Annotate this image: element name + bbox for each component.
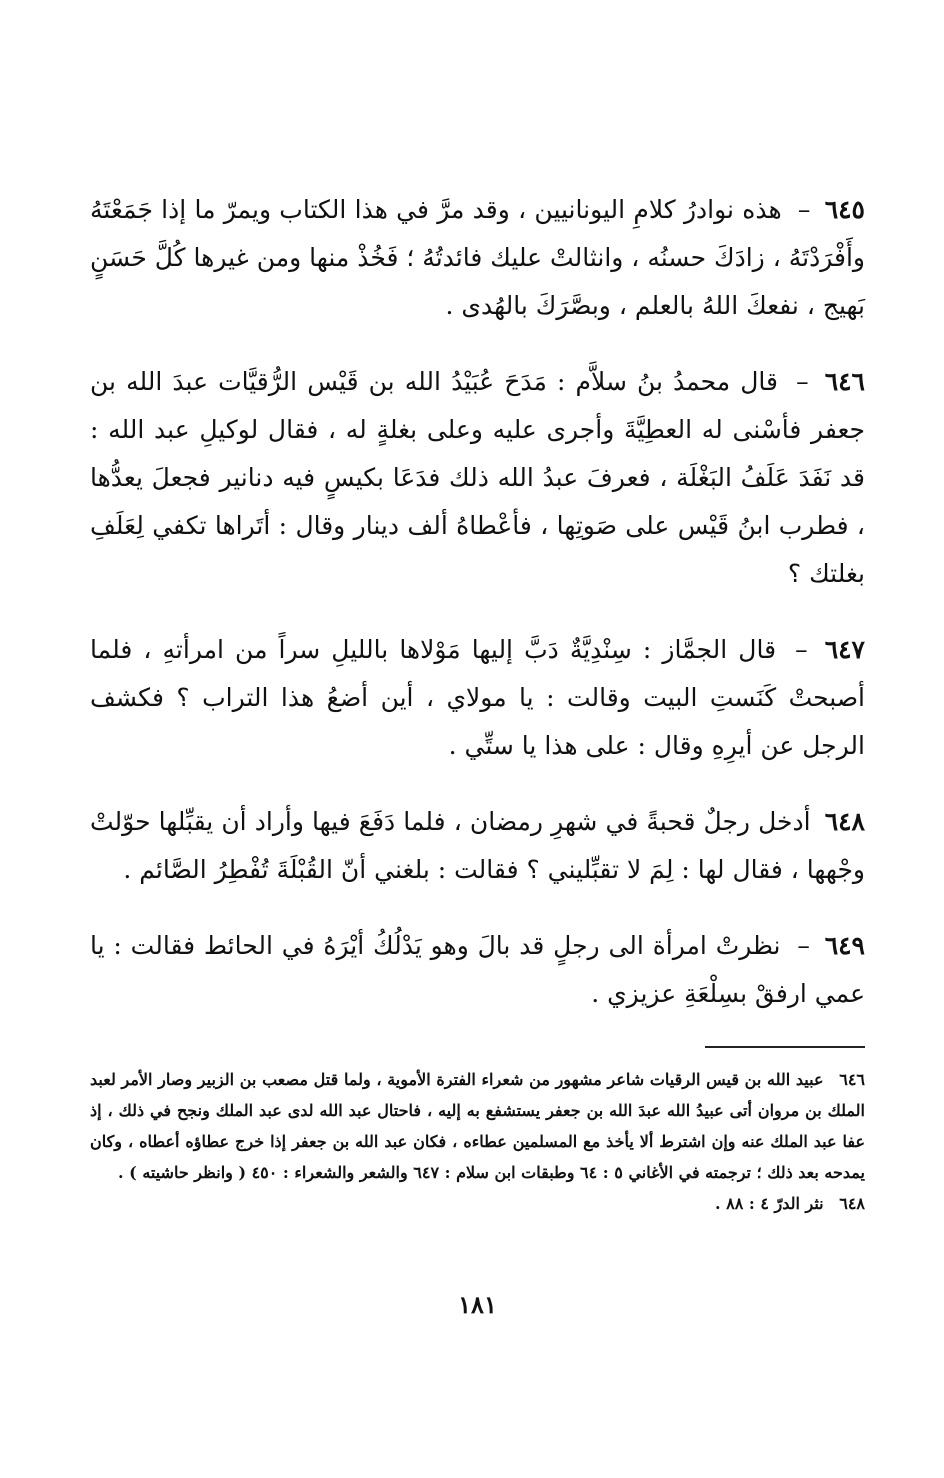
paragraph-645 (90, 186, 865, 330)
paragraph-number: ٦٤٨ (824, 807, 865, 836)
main-text (90, 186, 865, 1046)
paragraph-dash: – (796, 367, 809, 396)
paragraph-text: نظرتْ امرأة الى رجلٍ قد بالَ وهو يَدْلُكُ أيْرَهُ في الحائط فقالت : يا عمي ارفقْ بسِلْعَةِ عزيزي . (90, 931, 865, 1008)
paragraph-646 (90, 358, 865, 598)
paragraph-text: قال محمدُ بنُ سلاَّم : مَدَحَ عُبَيْدُ الله بن قَيْس الرُّقيَّات عبدَ الله بن جعفر فأسْنى له العطِيَّةَ وأجرى عليه وعلى بغلةٍ له ، فقال لوكيلِ عبد الله : قد نَفَدَ عَلَفُ البَغْلَة ، فعرفَ عبدُ الله ذلك فدَعَا بكيسٍ فيه دنانير فجعلَ يعدُّها ، فطرب ابنُ قَيْس على صَوتِها ، فأعْطاهُ ألف دينار وقال : أتَراها تكفي لِعَلَفِ بغلتك ؟ (90, 367, 865, 588)
book-page (90, 0, 865, 1478)
paragraph-dash: – (795, 635, 808, 664)
paragraph-649 (90, 922, 865, 1018)
paragraph-648 (90, 798, 865, 894)
paragraph-text: قال الجمَّاز : سِنْدِيَّةٌ دَبَّ إليها مَوْلاها بالليلِ سراً من امرأتهِ ، فلما أصبحتْ كَنَستِ البيت وقالت : يا مولاي ، أين أضعُ هذا التراب ؟ فكشف الرجل عن أيرِهِ وقال : على هذا يا ستِّي . (90, 635, 865, 760)
footnotes (90, 1046, 865, 1219)
paragraph-number: ٦٤٩ (824, 931, 865, 960)
footnote-divider (705, 1046, 865, 1048)
footnote-number: ٦٤٦ (839, 1070, 865, 1089)
paragraph-text: هذه نوادرُ كلامِ اليونانيين ، وقد مرَّ في هذا الكتاب ويمرّ ما إذا جَمَعْتَهُ وأَفْرَدْتَهُ ، زادَكَ حسنُه ، وانثالتْ عليك فائدتُهُ ؛ فَخُذْ منها ومن غيرها كُلَّ حَسَنٍ بَهيج ، نفعكَ اللهُ بالعلم ، وبصَّرَكَ بالهُدى . (90, 195, 865, 320)
paragraph-text: أدخل رجلٌ قحبةً في شهرِ رمضان ، فلما دَفَعَ فيها وأراد أن يقبِّلها حوّلتْ وجْهها ، فقال لها : لِمَ لا تقبِّليني ؟ فقالت : بلغني أنّ القُبْلَةَ تُفْطِرُ الصَّائم . (90, 807, 865, 884)
footnote-text: نثر الدرّ ٤ : ٨٨ . (714, 1194, 824, 1213)
paragraph-number: ٦٤٧ (824, 635, 865, 664)
page-number: ١٨١ (458, 1290, 497, 1319)
paragraph-number: ٦٤٦ (824, 367, 865, 396)
footnote-646 (90, 1064, 865, 1188)
footnote-648 (90, 1188, 865, 1219)
footnote-text: عبيد الله بن قيس الرقيات شاعر مشهور من شعراء الفترة الأموية ، ولما قتل مصعب بن الزبير وصار الأمر لعبد الملك بن مروان أتى عبيدُ الله عبدَ الله بن جعفر يستشفع به إليه ، فاحتال عبد الله لدى عبد الملك ونجح في ذلك ، إذ عفا عبد الملك عنه وإن اشترط ألا يأخذ مع المسلمين عطاءه ، فكان عبد الله بن جعفر إذا خرج عطاؤه أعطاه ، وكان يمدحه بعد ذلك ؛ ترجمته في الأغاني ٥ : ٦٤ وطبقات ابن سلام : ٦٤٧ والشعر والشعراء : ٤٥٠ ( وانظر حاشيته ) . (90, 1070, 865, 1182)
paragraph-dash: – (797, 195, 811, 224)
paragraph-647 (90, 626, 865, 770)
paragraph-number: ٦٤٥ (824, 195, 865, 224)
footnote-number: ٦٤٨ (839, 1194, 865, 1213)
paragraph-dash: – (797, 931, 810, 960)
